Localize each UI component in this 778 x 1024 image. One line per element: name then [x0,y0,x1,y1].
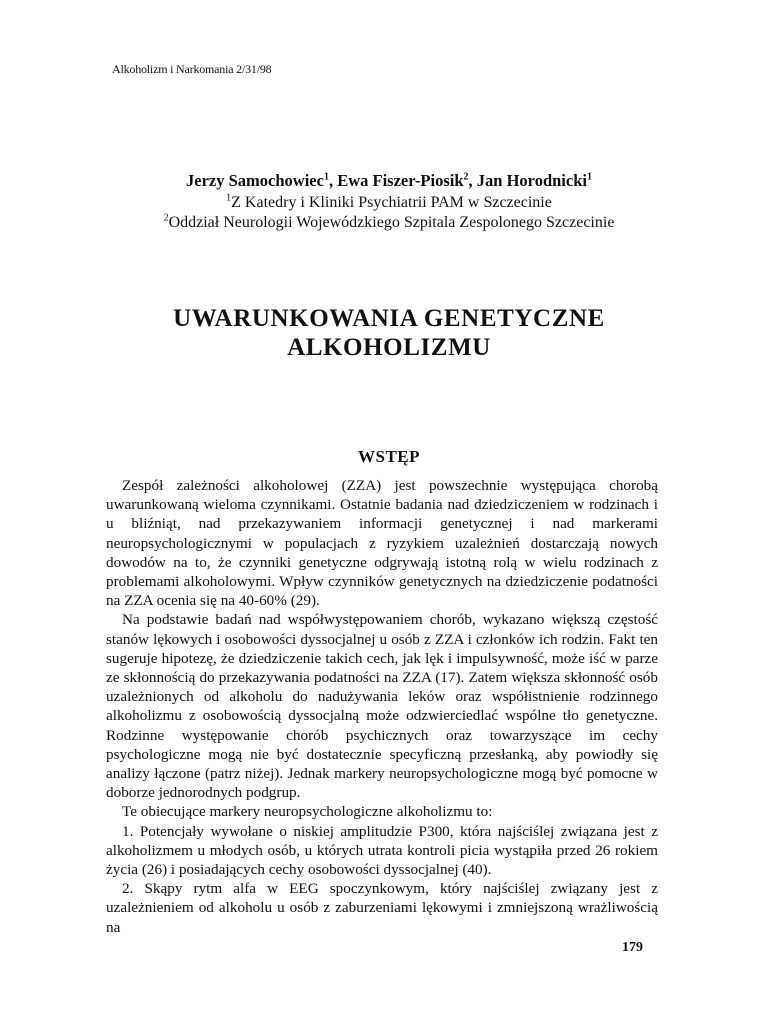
author-1-affiliation-mark: 1 [323,171,329,183]
article-title [0,304,778,362]
affiliation-2-text: Oddział Neurologii Wojewódzkiego Szpitala Zespolonego Szczecinie [168,214,615,231]
page-number: 179 [622,940,643,955]
body-text [106,476,658,937]
author-3: Jan Horodnicki [476,171,587,190]
section-heading: WSTĘP [357,447,421,466]
affiliation-1 [0,194,778,212]
list-item-1: 1. Potencjały wywołane o niskiej amplitudzie P300, która najściślej związana jest z alkoholizmem u młodych osób, u których utrata kontroli picia wystąpiła przed 26 rokiem życia (26) i posiadających cechy osobowości dyssocjalnej (40). [106,822,658,879]
article-title-line-2: ALKOHOLIZMU [287,334,491,361]
author-1: Jerzy Samochowiec [186,171,324,190]
affiliation-2 [0,214,778,232]
article-title-line-1: UWARUNKOWANIA GENETYCZNE [173,305,605,332]
affiliation-1-text: Z Katedry i Kliniki Psychiatrii PAM w Szczecinie [231,194,552,211]
list-item-2: 2. Skąpy rytm alfa w EEG spoczynkowym, który najściślej związany jest z uzależnieniem od alkoholu u osób z zaburzeniami lękowymi i zmniejszoną wrażliwością na [106,880,658,936]
author-3-affiliation-mark: 1 [586,171,592,183]
author-list: Jerzy Samochowiec$^1$, Ewa Fiszer-Piosik$^2$, Jan Horodnicki$^1$ [186,171,592,190]
paragraph-1: Zespół zależności alkoholowej (ZZA) jest powszechnie występująca chorobą uwarunkowaną wieloma czynnikami. Ostatnie badania nad dziedziczeniem w rodzinach i u bliźniąt, nad przekazywaniem informacji genetycznej i nad markerami neuropsychologicznymi w populacjach z ryzykiem uzależnień dostarczają nowych dowodów na to, że czynniki genetyczne odgrywają istotną rolą w wielu rodzinach z problemami alkoholowymi. Wpływ czynników genetycznych na dziedziczenie podatności na ZZA ocenia się na 40-60% (29). [106,477,658,610]
author-2-affiliation-mark: 2 [463,171,469,183]
affiliation-1-mark: 1 [226,192,232,204]
affiliation-2-mark: 2 [163,212,169,224]
author-2: Ewa Fiszer-Piosik [337,171,464,190]
paragraph-2: Na podstawie badań nad współwystępowaniem chorób, wykazano większą częstość stanów lękowych i osobowości dyssocjalnej u osób z ZZA i członków ich rodzin. Fakt ten sugeruje hipotezę, że dziedziczenie takich cech, jak lęk i impulsywność, może iść w parze ze skłonnością do przekazywania podatności na ZZA (17). Zatem większa skłonność osób uzależnionych od alkoholu do nadużywania leków oraz współistnienie rodzinnego alkoholizmu z osobowością dyssocjalną może odzwierciedlać wspólne tło genetyczne. Rodzinne występowanie chorób psychicznych oraz towarzyszące im cechy psychologiczne mogą nie być dostatecznie specyficzną przesłanką, aby powiodły się analizy łączone (patrz niżej). Jednak markery neuropsychologiczne mogą być pomocne w doborze jednorodnych podgrup. [106,611,658,802]
running-header: Alkoholizm i Narkomania 2/31/98 [112,62,272,76]
paragraph-3: Te obiecujące markery neuropsychologiczne alkoholizmu to: [122,803,493,821]
